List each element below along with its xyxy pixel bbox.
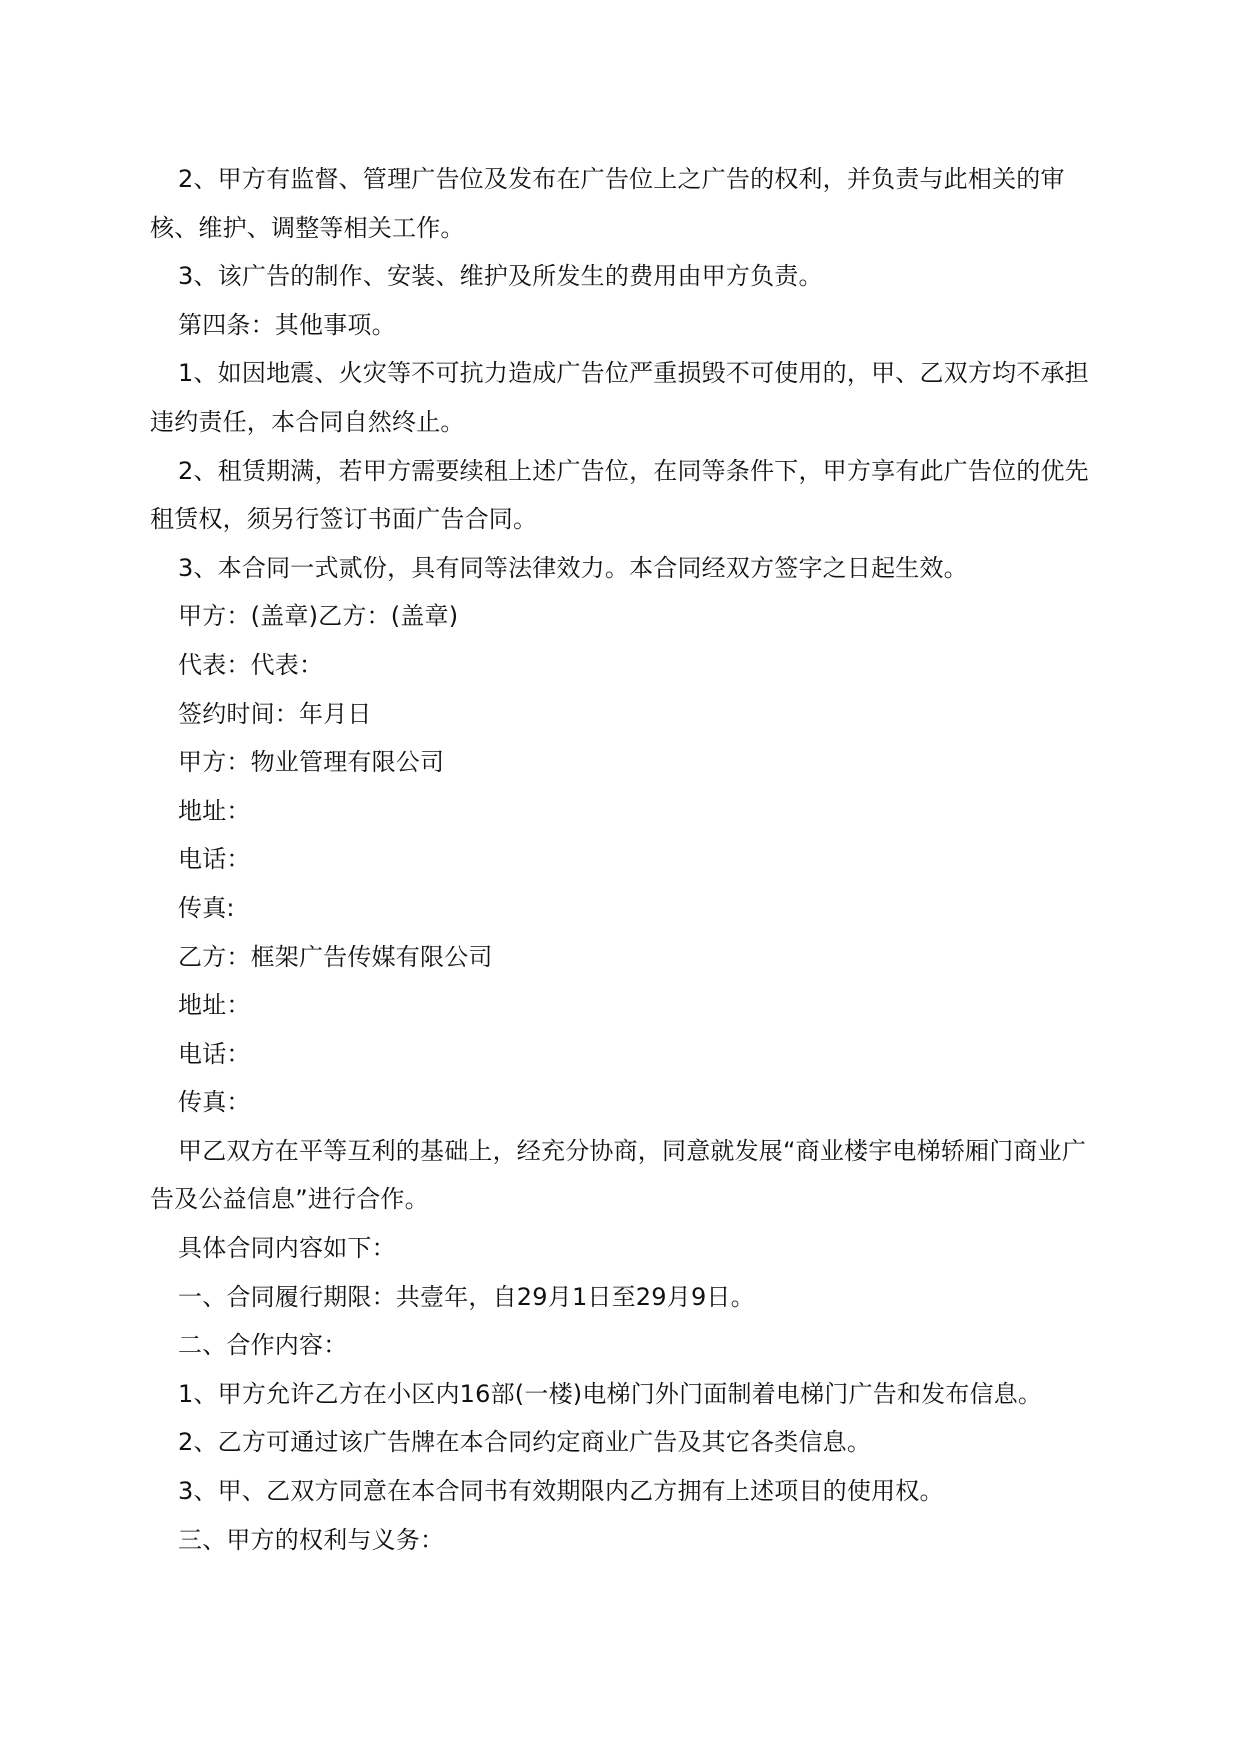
section-heading: 二、合作内容： (178, 1331, 348, 1360)
paragraph: 1、甲方允许乙方在小区内16部(一楼)电梯门外门面制着电梯门广告和发布信息。 (178, 1379, 1043, 1408)
signing-date-line: 签约时间：年月日 (178, 699, 372, 728)
party-b-name: 乙方：框架广告传媒有限公司 (178, 942, 493, 971)
paragraph: 2、租赁期满，若甲方需要续租上述广告位，在同等条件下，甲方享有此广告位的优先租赁权，须另行签订书面广告合同。 (150, 456, 1089, 534)
party-b-fax: 传真： (178, 1088, 251, 1117)
paragraph: 3、甲、乙双方同意在本合同书有效期限内乙方拥有上述项目的使用权。 (178, 1477, 944, 1506)
party-a-fax: 传真: (178, 893, 235, 922)
party-a-address: 地址： (178, 796, 251, 825)
paragraph: 具体合同内容如下： (178, 1234, 396, 1263)
paragraph: 甲乙双方在平等互利的基础上，经充分协商，同意就发展“商业楼宇电梯轿厢门商业广告及公益信息”进行合作。 (150, 1136, 1087, 1214)
party-b-address: 地址： (178, 991, 251, 1020)
paragraph: 3、该广告的制作、安装、维护及所发生的费用由甲方负责。 (178, 262, 823, 291)
party-a-name: 甲方：物业管理有限公司 (178, 748, 445, 777)
party-b-phone: 电话： (178, 1039, 251, 1068)
section-heading: 三、甲方的权利与义务： (178, 1525, 445, 1554)
paragraph: 2、乙方可通过该广告牌在本合同约定商业广告及其它各类信息。 (178, 1428, 872, 1457)
section-heading: 一、合同履行期限：共壹年，自29月1日至29月9日。 (178, 1282, 755, 1311)
paragraph: 第四条：其他事项。 (178, 310, 396, 339)
paragraph: 2、甲方有监督、管理广告位及发布在广告位上之广告的权利，并负责与此相关的审核、维护、调整等相关工作。 (150, 165, 1065, 242)
signature-line: 甲方：(盖章)乙方：(盖章) (178, 602, 459, 631)
paragraph: 3、本合同一式贰份，具有同等法律效力。本合同经双方签字之日起生效。 (178, 553, 968, 582)
paragraph: 1、如因地震、火灾等不可抗力造成广告位严重损毁不可使用的，甲、乙双方均不承担违约责任，本合同自然终止。 (150, 359, 1089, 436)
representative-line: 代表：代表： (178, 650, 324, 679)
party-a-phone: 电话： (178, 845, 251, 874)
